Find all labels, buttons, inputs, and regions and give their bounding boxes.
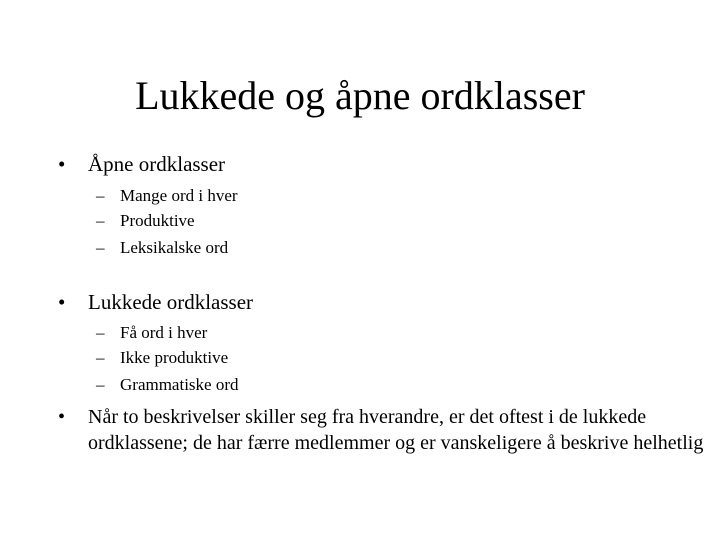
- dash-icon: –: [96, 348, 105, 367]
- bullet-icon: •: [58, 290, 66, 314]
- bullet-heading: Lukkede ordklasser: [88, 290, 254, 314]
- sub-item-text: Mange ord i hver: [120, 186, 238, 205]
- slide-title: Lukkede og åpne ordklasser: [135, 73, 585, 118]
- sub-item-text: Produktive: [120, 211, 195, 230]
- dash-icon: –: [96, 375, 105, 394]
- dash-icon: –: [96, 211, 105, 230]
- dash-icon: –: [96, 186, 105, 205]
- bullet-icon: •: [58, 406, 66, 428]
- dash-icon: –: [96, 238, 105, 257]
- sub-item-text: Ikke produktive: [120, 348, 229, 367]
- bullet-icon: •: [58, 152, 66, 176]
- dash-icon: –: [96, 323, 105, 342]
- sub-item-text: Grammatiske ord: [120, 375, 239, 394]
- conclusion-text: Når to beskrivelser skiller seg fra hverandre, er det oftest i de lukkede ordklassene; de har færre medlemmer og er vanskeligere å beskrive helhetlig: [88, 406, 704, 454]
- sub-item-text: Leksikalske ord: [120, 238, 229, 257]
- sub-item-text: Få ord i hver: [120, 323, 208, 342]
- bullet-heading: Åpne ordklasser: [88, 152, 226, 176]
